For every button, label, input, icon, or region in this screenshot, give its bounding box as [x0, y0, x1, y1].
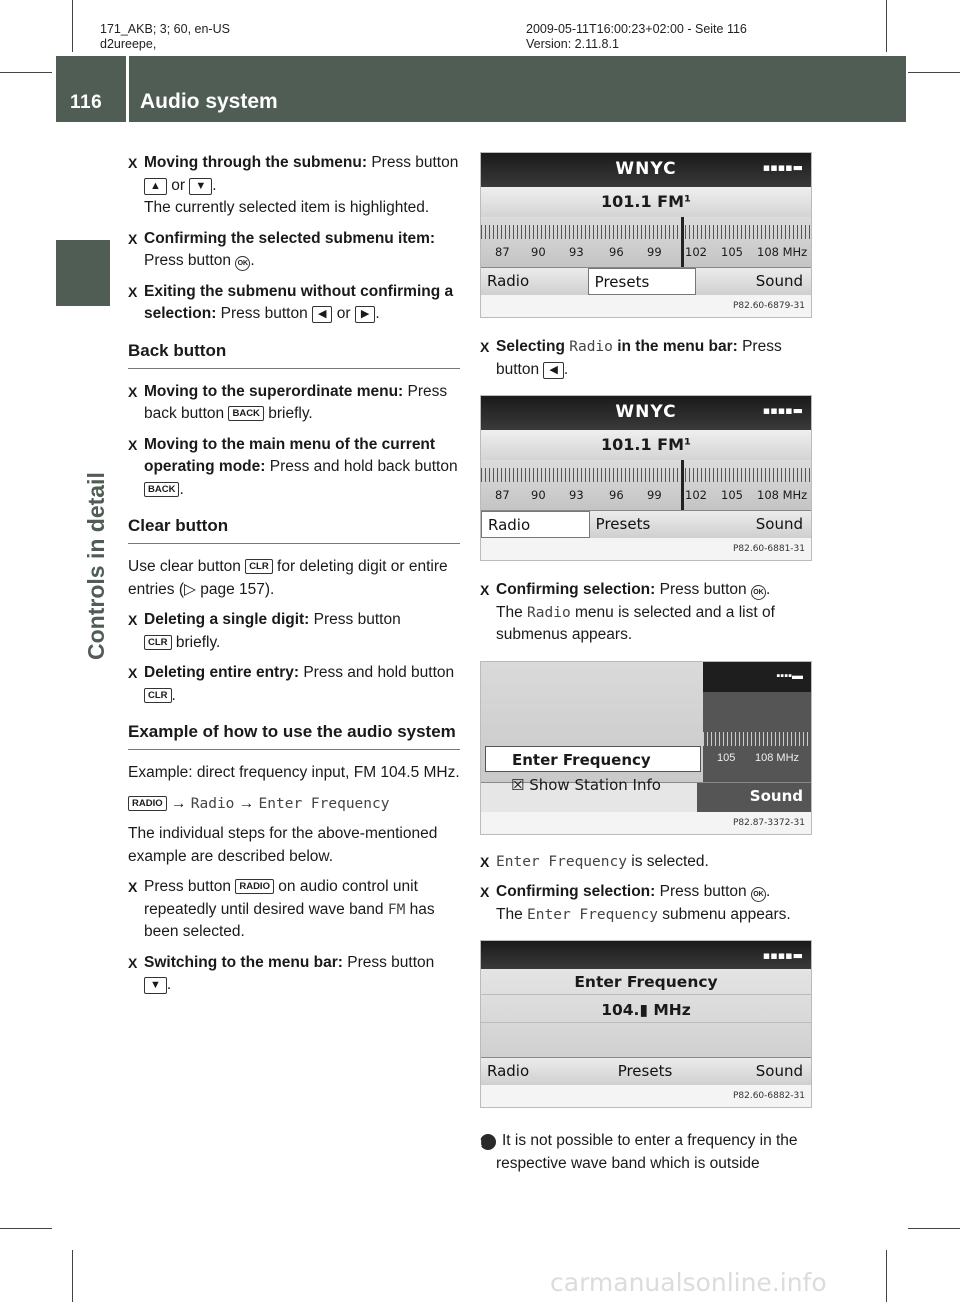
section-heading-back: Back button — [128, 340, 460, 369]
step-text: briefly. — [175, 633, 221, 651]
figure-reference: P82.87-3372-31 — [481, 812, 811, 834]
submenu-body — [481, 662, 811, 794]
step-marker: X — [128, 879, 138, 895]
left-column — [128, 152, 460, 1005]
enter-frequency-body — [481, 969, 811, 1057]
step-marker: X — [128, 155, 138, 171]
step-title: Confirming selection: — [496, 883, 656, 900]
step-text: Press button — [220, 305, 308, 322]
scale-label: 87 — [495, 488, 510, 502]
wave-band: FM — [387, 901, 406, 918]
step-title: Deleting entire entry: — [144, 664, 300, 681]
clear-intro — [128, 556, 460, 601]
clr-key-icon: CLR — [245, 559, 273, 574]
print-meta-right — [526, 22, 747, 52]
meta-line: 2009-05-11T16:00:23+02:00 - Seite 116 — [526, 22, 747, 36]
step-delete-entry: X Deleting entire entry: Press and hold button CLR . — [128, 664, 455, 704]
step-marker: X — [128, 383, 138, 400]
step-text: Press button — [659, 883, 747, 900]
left-key-icon: ◀ — [312, 306, 332, 323]
left-key-icon: ◀ — [543, 362, 563, 379]
frequency-input-value: 104.▮ MHz — [481, 997, 811, 1023]
screen-menu-bar — [481, 510, 811, 538]
menu-radio: Radio — [487, 1062, 530, 1080]
enter-frequency-title: Enter Frequency — [481, 969, 811, 995]
step-text: The currently selected item is highlighted. — [144, 199, 430, 216]
screen-top-strip — [703, 662, 811, 692]
example-description: The individual steps for the above-mentioned example are described below. — [128, 825, 438, 865]
step-title: Switching to the menu bar: — [144, 953, 343, 971]
watermark: carmanualsonline.info — [550, 1268, 827, 1297]
menu-path — [128, 793, 460, 816]
right-key-icon: ▶ — [355, 306, 375, 323]
menu-sound: Sound — [755, 515, 804, 533]
scale-label: 93 — [569, 488, 584, 502]
menu-sound: Sound — [755, 1062, 803, 1080]
submenu-show-station-info: ☒ Show Station Info — [511, 775, 661, 794]
side-section-label — [83, 320, 113, 660]
submenu-enter-frequency: Enter Frequency — [485, 746, 701, 772]
scale-label: 96 — [609, 245, 624, 259]
step-superordinate — [128, 381, 460, 426]
scale-ticks — [481, 225, 811, 239]
step-confirm-enter-frequency: X Confirming selection: Press button OK . The Enter Frequency submenu appears. — [480, 883, 791, 923]
step-title: Moving through the submenu: — [144, 154, 368, 171]
step-text: is selected. — [631, 852, 709, 870]
crop-mark — [886, 1250, 887, 1302]
step-text: or — [336, 305, 351, 322]
back-key-icon: BACK — [144, 482, 179, 497]
step-text: briefly. — [268, 405, 313, 422]
menu-sound: Sound — [755, 272, 804, 290]
radio-key-icon: RADIO — [128, 796, 167, 811]
step-switch-menu-bar: X Switching to the menu bar: Press button ▼ . — [128, 953, 435, 993]
paragraph-text: for deleting digit or entire entries (▷ page 157). — [128, 558, 448, 598]
step-title: Moving to the superordinate menu: — [144, 382, 404, 400]
arrow-icon: → — [170, 794, 187, 812]
step-text: Press button — [144, 878, 232, 895]
scale-label: 96 — [609, 488, 624, 502]
radio-screen-1 — [480, 152, 812, 318]
crop-mark — [72, 0, 73, 52]
scale-label: 90 — [531, 488, 546, 502]
crop-mark — [908, 1228, 960, 1229]
step-confirm-submenu: X Confirming the selected submenu item: Press button OK . — [128, 229, 436, 269]
crop-mark — [886, 0, 887, 52]
up-key-icon: ▲ — [144, 178, 167, 195]
step-text: Press button — [496, 338, 782, 378]
right-column — [477, 152, 812, 1183]
radio-submenu-screen — [480, 661, 812, 835]
menu-term: Enter Frequency — [527, 906, 658, 923]
clr-key-icon: CLR — [144, 635, 172, 650]
step-marker: X — [128, 954, 138, 971]
scale-label: 105 — [721, 245, 743, 259]
submenu-background — [703, 662, 811, 782]
scale-labels — [481, 245, 811, 263]
step-title: in the menu bar: — [617, 338, 738, 355]
step-text: menu is selected and a list of submenus appears. — [496, 603, 775, 643]
menu-presets: Presets — [617, 1062, 673, 1080]
screen-menu-bar — [481, 267, 811, 295]
example-text: Example: direct frequency input, FM 104.5 MHz. — [128, 764, 460, 781]
step-title: Exiting the submenu without confirming a selection: — [144, 282, 454, 322]
arrow-icon: → — [238, 794, 255, 812]
frequency-scale — [481, 460, 811, 510]
step-select-radio: X Selecting Radio in the menu bar: Press button ◀ . — [480, 338, 782, 378]
frequency-display: 101.1 FM¹ — [481, 187, 811, 217]
scale-label: 108 MHz — [755, 751, 800, 764]
station-name: WNYC — [615, 402, 677, 422]
radio-key-icon: RADIO — [235, 879, 274, 894]
figure-reference: P82.60-6879-31 — [481, 295, 811, 317]
side-section-text: Controls in detail — [83, 472, 109, 660]
crop-mark — [908, 72, 960, 73]
path-item: Enter Frequency — [258, 795, 390, 812]
crop-mark — [0, 1228, 52, 1229]
path-item: Radio — [190, 795, 235, 812]
menu-term: Enter Frequency — [496, 853, 627, 870]
step-title: Confirming selection: — [496, 581, 656, 598]
ok-key-icon: OK — [751, 887, 766, 902]
figure-reference: P82.60-6882-31 — [481, 1085, 811, 1107]
frequency-scale — [481, 217, 811, 267]
step-title: Deleting a single digit: — [144, 611, 310, 628]
radio-screen-2 — [480, 395, 812, 561]
step-text: Press back button — [144, 382, 448, 422]
step-marker: X — [128, 230, 138, 247]
menu-term: Radio — [569, 339, 613, 355]
meta-line: 171_AKB; 3; 60, en-US — [100, 22, 230, 36]
step-exit-submenu: X Exiting the submenu without confirming a selection: Press button ◀ or ▶ . — [128, 282, 454, 322]
step-confirm-radio: X Confirming selection: Press button OK . The Radio menu is selected and a list of submenus appears. — [480, 581, 775, 643]
step-marker: X — [480, 884, 490, 900]
status-icon: ▪▪▪▪▬ — [776, 669, 803, 682]
menu-presets: Presets — [588, 268, 697, 295]
scale-label: 105 — [717, 751, 736, 764]
section-heading-example: Example of how to use the audio system — [128, 721, 460, 750]
station-name: WNYC — [615, 159, 677, 179]
scale-label: 87 — [495, 245, 510, 259]
step-moving-submenu: X Moving through the submenu: Press button ▲ or ▼ . The currently selected item is highlighted. — [128, 154, 459, 216]
step-text: Press button — [659, 581, 747, 598]
step-text: Press button — [313, 611, 401, 628]
step-enter-frequency-selected — [480, 851, 812, 874]
step-text: Press and hold back button — [269, 458, 458, 475]
menu-sound: Sound — [697, 783, 811, 812]
header-separator — [126, 56, 129, 122]
step-text: on audio control unit repeatedly until desired wave band — [144, 878, 418, 918]
menu-radio: Radio — [481, 511, 590, 538]
frequency-display: 101.1 FM¹ — [481, 430, 811, 460]
down-key-icon: ▼ — [144, 977, 167, 994]
scale-label: 105 — [721, 488, 743, 502]
status-icon: ▪▪▪▪▬ — [762, 161, 803, 174]
page-title: Audio system — [140, 90, 278, 113]
info-icon: i — [480, 1134, 496, 1150]
paragraph-text: Use clear button — [128, 558, 241, 575]
step-text: has been selected. — [144, 900, 435, 940]
submenu-list — [481, 662, 703, 794]
step-marker: X — [128, 665, 138, 681]
scale-label: 108 MHz — [757, 245, 808, 259]
meta-line: d2ureepe, — [100, 37, 157, 51]
scale-label: 99 — [647, 488, 662, 502]
info-note — [477, 1130, 812, 1175]
scale-label: 99 — [647, 245, 662, 259]
enter-frequency-screen — [480, 940, 812, 1108]
scale-ticks — [481, 468, 811, 482]
step-delete-digit — [128, 609, 460, 654]
scale-label: 102 — [685, 488, 707, 502]
step-text: or — [171, 176, 185, 194]
scale-label: 102 — [685, 245, 707, 259]
step-main-menu: X Moving to the main menu of the current operating mode: Press and hold back button BACK . — [128, 435, 458, 498]
step-marker: X — [480, 339, 490, 355]
step-text: Press button — [347, 953, 435, 971]
ok-key-icon: OK — [751, 585, 766, 600]
step-text: Press button — [144, 252, 232, 269]
scale-label: 108 MHz — [757, 488, 808, 502]
figure-reference: P82.60-6881-31 — [481, 538, 811, 560]
step-marker: X — [128, 612, 138, 628]
screen-menu-bar — [481, 1057, 811, 1085]
step-marker: X — [128, 283, 138, 300]
scale-label: 93 — [569, 245, 584, 259]
crop-mark — [0, 72, 52, 73]
clr-key-icon: CLR — [144, 688, 172, 703]
scale-ticks — [703, 732, 811, 746]
print-meta-left — [100, 22, 230, 52]
side-tab-marker — [56, 240, 110, 306]
scale-label: 90 — [531, 245, 546, 259]
step-text: Press and hold button — [303, 664, 455, 681]
scale-labels — [481, 488, 811, 506]
ok-key-icon: OK — [235, 256, 250, 271]
menu-term: Radio — [527, 604, 571, 621]
step-title: Moving to the main menu of the current operating mode: — [144, 435, 436, 475]
status-icon: ▪▪▪▪▬ — [762, 404, 803, 417]
menu-presets: Presets — [595, 515, 651, 533]
step-text: submenu appears. — [662, 905, 791, 923]
step-text: The — [496, 603, 523, 621]
step-text: The — [496, 905, 523, 923]
step-marker: X — [480, 582, 490, 598]
info-text: It is not possible to enter a frequency in the respective wave band which is outside — [496, 1132, 798, 1172]
step-title: Confirming the selected submenu item: — [144, 229, 436, 247]
page-number: 116 — [70, 92, 103, 113]
crop-mark — [72, 1250, 73, 1302]
step-title: Selecting — [496, 338, 565, 355]
step-marker: X — [480, 853, 490, 870]
section-heading-clear: Clear button — [128, 515, 460, 544]
step-press-radio — [128, 876, 460, 944]
step-marker: X — [128, 436, 138, 453]
back-key-icon: BACK — [228, 406, 263, 421]
menu-radio: Radio — [487, 272, 530, 290]
status-icon: ▪▪▪▪▬ — [762, 949, 803, 962]
down-key-icon: ▼ — [189, 178, 212, 195]
meta-line: Version: 2.11.8.1 — [526, 37, 619, 51]
step-text: Press button — [371, 154, 459, 171]
